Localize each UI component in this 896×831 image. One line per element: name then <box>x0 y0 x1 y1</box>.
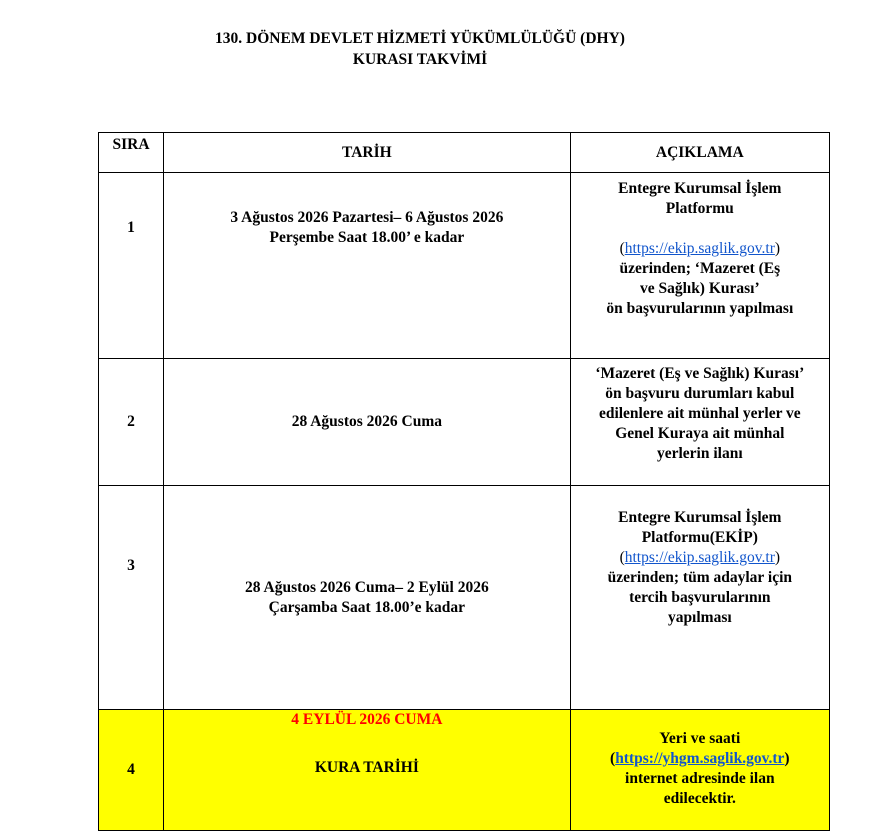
aciklama-link-line <box>571 548 829 568</box>
aciklama-line: Platformu(EKİP) <box>641 529 758 546</box>
open-paren: ( <box>619 549 625 566</box>
ekip-link[interactable]: https://ekip.saglik.gov.tr <box>624 549 775 566</box>
aciklama-line: tercih başvurularının <box>629 589 771 606</box>
aciklama-line: üzerinden; ‘Mazeret (Eş <box>619 260 781 277</box>
table-row <box>99 486 830 710</box>
row-tarih-line: Çarşamba Saat 18.00’e kadar <box>268 598 466 616</box>
aciklama-line: edilenlere ait münhal yerler ve <box>598 405 801 422</box>
row-aciklama <box>570 710 829 831</box>
row-aciklama <box>570 359 829 486</box>
row-sira: 3 <box>99 486 164 710</box>
row-tarih <box>164 173 571 359</box>
header-sira: SIRA <box>99 133 164 173</box>
row-aciklama <box>570 173 829 359</box>
close-paren: ) <box>774 549 781 566</box>
yhgm-link[interactable]: https://yhgm.saglik.gov.tr <box>615 750 785 767</box>
open-paren: ( <box>619 240 625 257</box>
aciklama-line: Platformu <box>665 200 734 217</box>
row-aciklama <box>570 486 829 710</box>
table-row-highlighted <box>99 710 830 831</box>
header-tarih: TARİH <box>164 133 571 173</box>
document-title-line2: KURASI TAKVİMİ <box>352 51 488 68</box>
aciklama-line: yapılması <box>667 609 732 626</box>
aciklama-line: internet adresinde ilan <box>625 770 775 787</box>
header-aciklama: AÇIKLAMA <box>570 133 829 173</box>
row-sira: 2 <box>99 359 164 486</box>
ekip-link[interactable]: https://ekip.saglik.gov.tr <box>624 240 775 257</box>
row-sira: 4 <box>99 710 164 831</box>
kura-label: KURA TARİHİ <box>314 759 419 776</box>
table-row <box>99 359 830 486</box>
aciklama-line: ve Sağlık) Kurası’ <box>639 280 760 297</box>
aciklama-line: Yeri ve saati <box>659 730 741 747</box>
aciklama-link-line <box>571 749 829 769</box>
aciklama-line: Entegre Kurumsal İşlem <box>618 180 782 197</box>
aciklama-line: ‘Mazeret (Eş ve Sağlık) Kurası’ <box>595 365 805 382</box>
close-paren: ) <box>774 240 781 257</box>
open-paren: ( <box>610 750 616 767</box>
row-tarih-line: Perşembe Saat 18.00’ e kadar <box>269 229 465 246</box>
row-tarih-line: 3 Ağustos 2026 Pazartesi– 6 Ağustos 2026 <box>230 209 504 226</box>
aciklama-line: Entegre Kurumsal İşlem <box>618 509 782 526</box>
document-title-line1: 130. DÖNEM DEVLET HİZMETİ YÜKÜMLÜLÜĞÜ (DHY) <box>215 30 625 47</box>
row-tarih <box>164 486 571 710</box>
schedule-table <box>98 132 830 831</box>
close-paren: ) <box>784 750 790 767</box>
row-tarih: 28 Ağustos 2026 Cuma <box>164 359 571 486</box>
aciklama-line: ön başvuru durumları kabul <box>605 385 795 402</box>
table-row <box>99 173 830 359</box>
row-tarih <box>164 710 571 831</box>
aciklama-line: yerlerin ilanı <box>656 445 743 462</box>
table-header-row <box>99 133 830 173</box>
aciklama-line: ön başvurularının yapılması <box>606 300 794 317</box>
aciklama-line: üzerinden; tüm adaylar için <box>607 569 793 586</box>
kura-date: 4 EYLÜL 2026 CUMA <box>291 711 443 728</box>
row-sira: 1 <box>99 173 164 359</box>
aciklama-line: edilecektir. <box>663 790 736 807</box>
aciklama-line: Genel Kuraya ait münhal <box>615 425 785 442</box>
row-tarih-line: 28 Ağustos 2026 Cuma– 2 Eylül 2026 <box>244 578 489 596</box>
aciklama-link-line <box>571 239 829 259</box>
